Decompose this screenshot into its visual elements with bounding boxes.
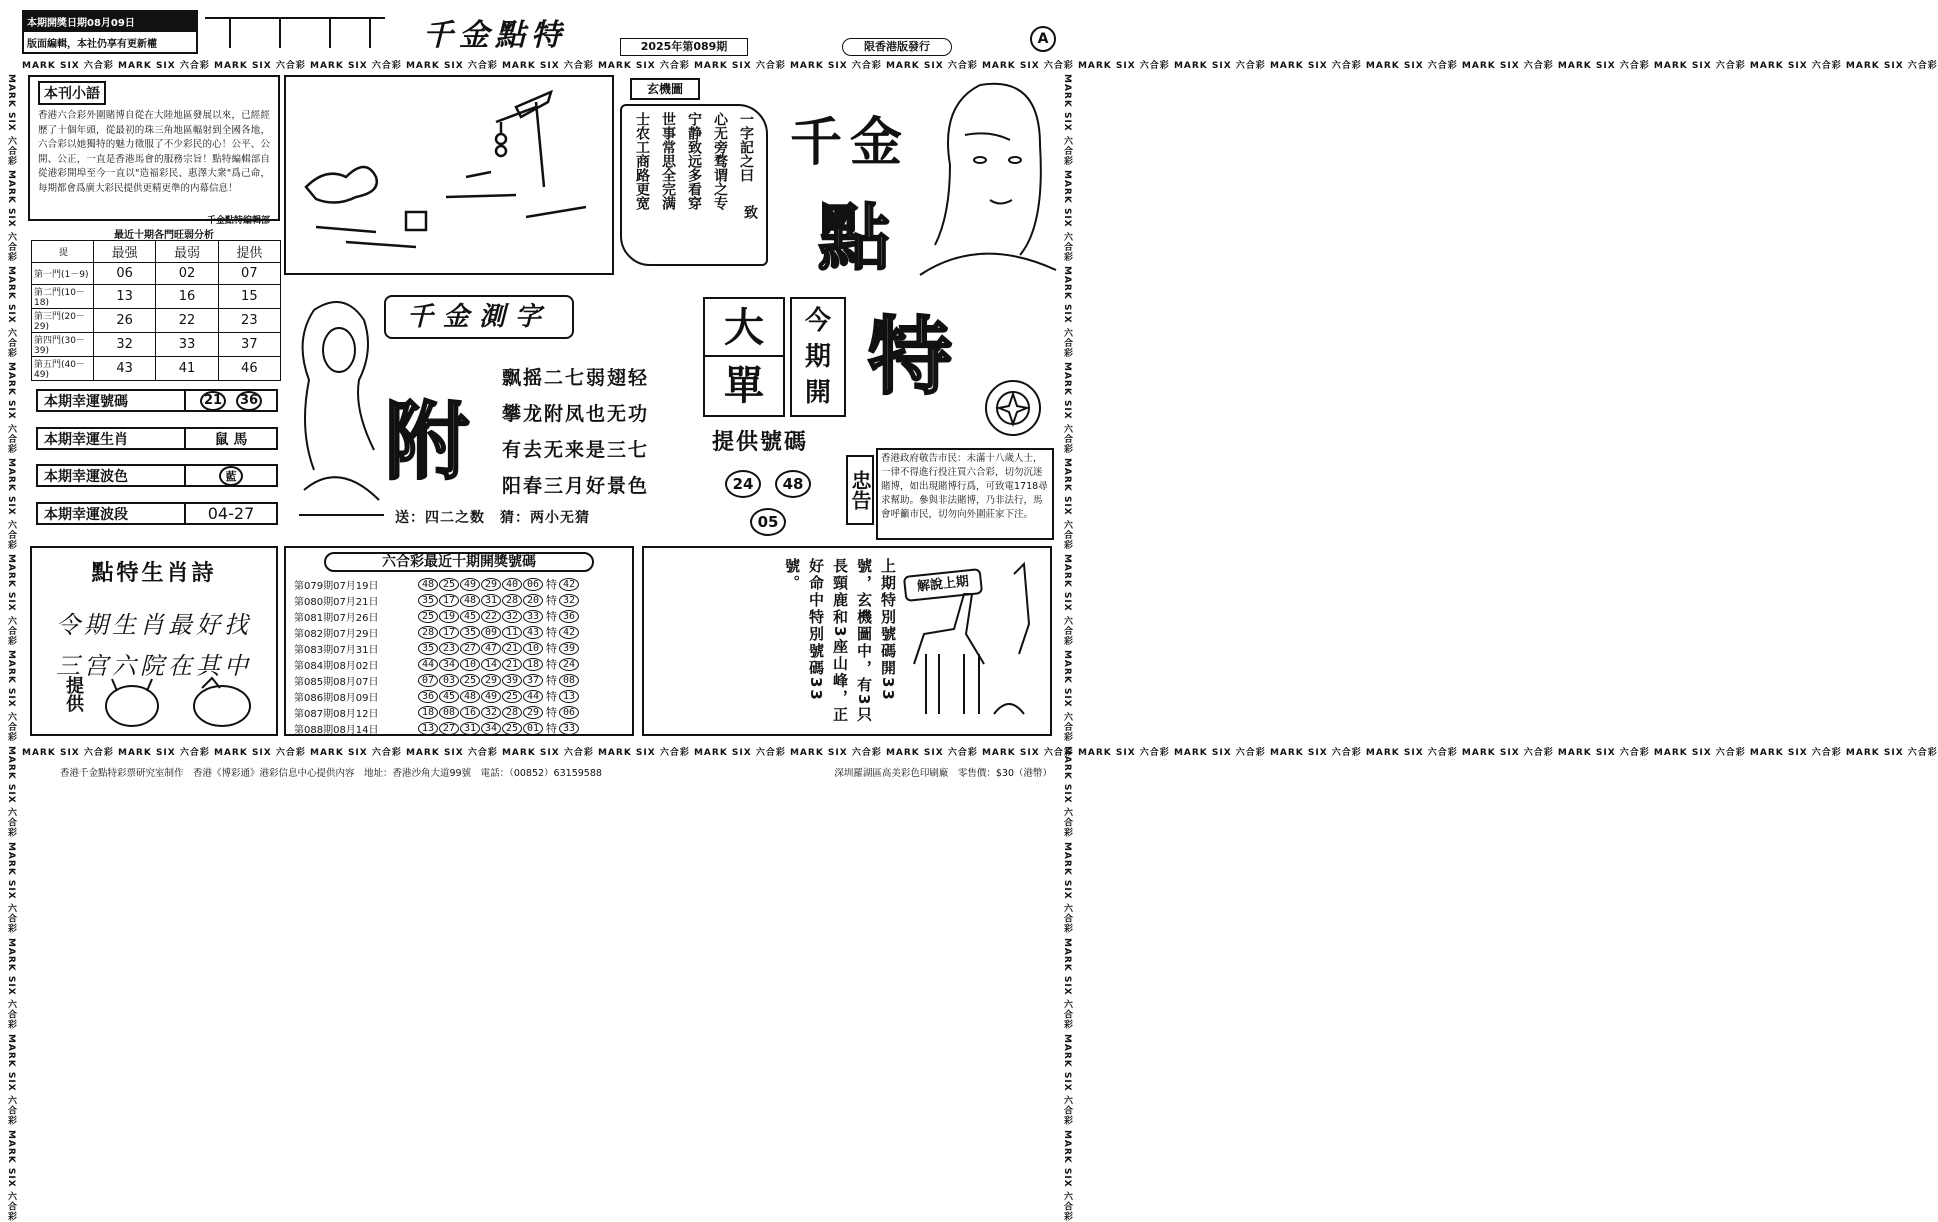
clue-poem-line: 世事常思全完满 <box>660 112 676 210</box>
history-ball: 01 <box>523 722 543 735</box>
stats-cell: 22 <box>156 309 218 333</box>
editorial-heading: 本刊小語 <box>38 81 106 105</box>
review-illustration <box>894 554 1034 734</box>
stats-cell: 43 <box>94 357 156 381</box>
lucky-zodiac-label: 本期幸運生肖 <box>38 429 186 448</box>
history-row <box>294 656 624 672</box>
stats-row <box>32 285 281 309</box>
history-ball: 25 <box>439 578 459 591</box>
history-ball: 35 <box>418 594 438 607</box>
review-banner: 解說上期 <box>903 568 983 602</box>
history-ball: 03 <box>439 674 459 687</box>
header-notice <box>22 10 198 54</box>
stats-table <box>31 240 281 384</box>
history-row <box>294 624 624 640</box>
history-ball: 29 <box>481 674 501 687</box>
history-ball: 19 <box>439 610 459 623</box>
history-row-label: 第083期07月31日 <box>294 644 379 656</box>
lucky-wave-row <box>36 464 278 487</box>
history-row <box>294 576 624 592</box>
tips-period-char: 今 <box>804 306 831 336</box>
history-ball: 10 <box>460 658 480 671</box>
history-ball: 06 <box>523 578 543 591</box>
riddle-line: 有去无来是三七 <box>502 439 650 461</box>
tips-big-box <box>703 297 785 417</box>
stats-cell: 23 <box>218 309 280 333</box>
history-special-ball: 42 <box>559 626 579 639</box>
history-ball: 25 <box>460 674 480 687</box>
history-special-ball: 32 <box>559 594 579 607</box>
footer-left: 香港千金點特彩票研究室制作 香港《博彩通》港彩信息中心提供内容 地址：香港沙角大道99號 電話：（00852）63159588 <box>60 768 602 779</box>
history-row-label: 第080期07月21日 <box>294 596 379 608</box>
riddle-footer: 送：四二之数 猜：两小无猜 <box>395 510 590 526</box>
history-row-label: 第082期07月29日 <box>294 628 379 640</box>
tips-number-ball: 05 <box>750 508 786 536</box>
history-ball: 34 <box>439 658 459 671</box>
lucky-number-ball: 36 <box>236 391 262 411</box>
history-row <box>294 640 624 656</box>
editorial-signature: ——千金點特編輯部 <box>188 216 270 226</box>
history-row <box>294 592 624 608</box>
history-ball: 25 <box>502 722 522 735</box>
tips-period-box <box>790 297 846 417</box>
stats-row <box>32 357 281 381</box>
stats-cell: 32 <box>94 333 156 357</box>
history-row-label: 第088期08月14日 <box>294 724 379 736</box>
clue-poem-line: 一字記之曰 <box>738 112 754 182</box>
history-ball: 35 <box>460 626 480 639</box>
history-ball: 47 <box>481 642 501 655</box>
history-row <box>294 608 624 624</box>
tips-big-char: 單 <box>724 363 764 409</box>
history-ball: 39 <box>502 674 522 687</box>
border-strip-top: MARK SIX 六合彩 MARK SIX 六合彩 MARK SIX 六合彩 MARK SIX 六合彩 MARK SIX 六合彩 MARK SIX 六合彩 MARK SIX 六合彩 MARK SIX 六合彩 MARK SIX 六合彩 MARK SIX 六合彩 MARK SIX 六合彩 MARK SIX 六合彩 MARK SIX 六合彩 MARK SIX 六合彩 MARK SIX 六合彩 MARK SIX 六合彩 MARK SIX 六合彩 MARK SIX 六合彩 MARK SIX 六合彩 MARK SIX 六合彩 <box>22 61 1938 71</box>
stats-header-offer: 提供 <box>218 241 280 263</box>
stats-header-weak: 最弱 <box>156 241 218 263</box>
border-strip-left: MARK SIX 六合彩 MARK SIX 六合彩 MARK SIX 六合彩 MARK SIX 六合彩 MARK SIX 六合彩 MARK SIX 六合彩 MARK SIX 六合彩 MARK SIX 六合彩 MARK SIX 六合彩 MARK SIX 六合彩 MARK SIX 六合彩 MARK SIX 六合彩 <box>6 74 16 1222</box>
history-te-label: 特 <box>546 722 557 735</box>
history-ball: 33 <box>523 610 543 623</box>
history-te-label: 特 <box>546 706 557 719</box>
lucky-wave-ball: 藍 <box>219 466 243 486</box>
history-title: 六合彩最近十期開獎號碼 <box>324 552 594 572</box>
distribution-label: 限香港版發行 <box>842 38 952 56</box>
history-ball: 21 <box>502 658 522 671</box>
stats-title: 最近十期各門旺弱分析 <box>114 230 214 241</box>
history-ball: 09 <box>481 626 501 639</box>
history-ball: 25 <box>418 610 438 623</box>
history-special-ball: 42 <box>559 578 579 591</box>
history-row <box>294 704 624 720</box>
stats-cell: 16 <box>156 285 218 309</box>
zodiac-poem-box <box>30 546 278 736</box>
stats-cell: 06 <box>94 263 156 285</box>
stats-cell: 02 <box>156 263 218 285</box>
zodiac-animals-illustration <box>92 676 272 732</box>
review-text-column: 上期特別號碼開33號，玄機圖中，有3只長頸鹿和3座山峰，正好命中特別號碼33號。 <box>783 558 897 724</box>
history-ball: 13 <box>418 722 438 735</box>
history-te-label: 特 <box>546 642 557 655</box>
tips-period-char: 期 <box>804 342 831 372</box>
tips-number-ball: 24 <box>725 470 761 498</box>
zodiac-poem-line: 三宫六院在其中 <box>56 652 252 680</box>
hk-emblem <box>985 380 1041 436</box>
history-ball: 17 <box>439 626 459 639</box>
riddle-line: 攀龙附凤也无功 <box>502 403 650 425</box>
tips-big-char: 大 <box>705 299 783 357</box>
riddle-line: 阳春三月好景色 <box>502 475 650 497</box>
lucky-numbers-label: 本期幸運號碼 <box>38 391 186 410</box>
history-ball: 32 <box>481 706 501 719</box>
history-ball: 35 <box>418 642 438 655</box>
lucky-range-value: 04-27 <box>207 504 255 523</box>
history-ball: 21 <box>502 642 522 655</box>
history-ball: 23 <box>439 642 459 655</box>
history-row-label: 第079期07月19日 <box>294 580 379 592</box>
history-te-label: 特 <box>546 658 557 671</box>
lucky-range-row <box>36 502 278 525</box>
lucky-numbers-row <box>36 389 278 412</box>
stats-row-label: 第三門(20－29) <box>32 309 94 333</box>
warning-tag: 忠告 <box>846 455 874 525</box>
stats-cell: 13 <box>94 285 156 309</box>
stats-header-strong: 最强 <box>94 241 156 263</box>
riddle-big-char: 附 <box>385 392 470 491</box>
history-ball: 18 <box>418 706 438 719</box>
zodiac-poem-line: 令期生肖最好找 <box>56 611 252 639</box>
history-ball: 44 <box>523 690 543 703</box>
history-row <box>294 672 624 688</box>
history-row-label: 第086期08月09日 <box>294 692 379 704</box>
lucky-zodiac-row <box>36 427 278 450</box>
history-ball: 27 <box>460 642 480 655</box>
history-ball: 29 <box>481 578 501 591</box>
border-strip-right: MARK SIX 六合彩 MARK SIX 六合彩 MARK SIX 六合彩 MARK SIX 六合彩 MARK SIX 六合彩 MARK SIX 六合彩 MARK SIX 六合彩 MARK SIX 六合彩 MARK SIX 六合彩 MARK SIX 六合彩 MARK SIX 六合彩 MARK SIX 六合彩 <box>1062 74 1072 1222</box>
history-ball: 34 <box>481 722 501 735</box>
brand-char: 千 <box>790 112 843 173</box>
history-ball: 32 <box>502 610 522 623</box>
history-ball: 48 <box>460 594 480 607</box>
history-special-ball: 36 <box>559 610 579 623</box>
history-ball: 16 <box>460 706 480 719</box>
history-special-ball: 08 <box>559 674 579 687</box>
stats-cell: 26 <box>94 309 156 333</box>
history-ball: 11 <box>502 626 522 639</box>
edition-notice: 版面編輯，本社仍享有更新權 <box>27 39 157 50</box>
history-ball: 44 <box>418 658 438 671</box>
history-ball: 31 <box>481 594 501 607</box>
stats-cell: 41 <box>156 357 218 381</box>
history-te-label: 特 <box>546 626 557 639</box>
footer-right: 深圳羅湖區高美彩色印刷廠 零售價：$30（港幣） <box>834 768 1052 779</box>
border-strip-bottom: MARK SIX 六合彩 MARK SIX 六合彩 MARK SIX 六合彩 MARK SIX 六合彩 MARK SIX 六合彩 MARK SIX 六合彩 MARK SIX 六合彩 MARK SIX 六合彩 MARK SIX 六合彩 MARK SIX 六合彩 MARK SIX 六合彩 MARK SIX 六合彩 MARK SIX 六合彩 MARK SIX 六合彩 MARK SIX 六合彩 MARK SIX 六合彩 MARK SIX 六合彩 MARK SIX 六合彩 MARK SIX 六合彩 MARK SIX 六合彩 <box>22 748 1938 758</box>
history-special-ball: 13 <box>559 690 579 703</box>
history-ball: 48 <box>418 578 438 591</box>
clue-tag: 玄機圖 <box>630 78 700 100</box>
tips-offer-label: 提供號碼 <box>712 430 809 455</box>
history-row-label: 第087期08月12日 <box>294 708 379 720</box>
riddle-line: 飘摇二七弱翅轻 <box>502 367 650 389</box>
zodiac-poem-title: 點特生肖詩 <box>91 561 217 586</box>
stats-header-corner: 提 <box>32 241 94 263</box>
history-ball: 28 <box>418 626 438 639</box>
history-te-label: 特 <box>546 578 557 591</box>
review-box <box>642 546 1052 736</box>
stats-row-label: 第四門(30－39) <box>32 333 94 357</box>
stats-row <box>32 263 281 285</box>
history-rows <box>294 576 624 736</box>
stats-row-label: 第一門(1－9) <box>32 263 94 285</box>
history-ball: 22 <box>481 610 501 623</box>
brand-char: 點 <box>818 195 891 280</box>
history-ball: 18 <box>523 658 543 671</box>
history-te-label: 特 <box>546 610 557 623</box>
history-ball: 40 <box>502 578 522 591</box>
history-ball: 14 <box>481 658 501 671</box>
clue-scroll <box>620 104 768 266</box>
header-frieze <box>200 10 390 50</box>
editorial-body: 香港六合彩外圍賭博自從在大陸地區發展以來，已經經歷了十個年頭，從最初的珠三角地區輻射到全國各地，六合彩以她獨特的魅力徵服了不少彩民的心！公平、公開、公正，一直是香港馬會的服務宗旨！點特編輯部自從港彩開埠至今一直以"造福彩民、惠澤大衆"爲己命，每期都會爲廣大彩民提供更精更準的内幕信息！ <box>38 110 270 194</box>
history-special-ball: 33 <box>559 722 579 735</box>
stats-cell: 33 <box>156 333 218 357</box>
history-ball: 36 <box>418 690 438 703</box>
history-ball: 43 <box>523 626 543 639</box>
draw-date-notice: 本期開獎日期08月09日 <box>24 12 196 32</box>
clue-picture-illustration <box>286 77 612 273</box>
history-special-ball: 06 <box>559 706 579 719</box>
zodiac-poem-offer: 提供 <box>63 676 84 712</box>
history-box <box>284 546 634 736</box>
history-te-label: 特 <box>546 690 557 703</box>
tips-number-ball: 48 <box>775 470 811 498</box>
history-ball: 27 <box>439 722 459 735</box>
clue-poem-line: 宁静致远多看穿 <box>686 112 702 210</box>
history-ball: 49 <box>460 578 480 591</box>
history-ball: 37 <box>523 674 543 687</box>
history-te-label: 特 <box>546 674 557 687</box>
stats-cell: 07 <box>218 263 280 285</box>
history-ball: 45 <box>439 690 459 703</box>
lucky-number-ball: 21 <box>200 391 226 411</box>
edition-badge: A <box>1030 26 1056 52</box>
history-ball: 17 <box>439 594 459 607</box>
clue-poem-line: 心无旁骛谓之专 <box>712 112 728 210</box>
issue-number: 2025年第089期 <box>620 38 748 56</box>
history-ball: 45 <box>460 610 480 623</box>
riddle-heading: 千金測字 <box>384 295 574 339</box>
history-ball: 25 <box>502 690 522 703</box>
history-row <box>294 720 624 736</box>
tips-te-char: 特 <box>868 307 953 406</box>
history-special-ball: 24 <box>559 658 579 671</box>
history-row <box>294 688 624 704</box>
editorial-box <box>28 75 280 226</box>
history-ball: 49 <box>481 690 501 703</box>
history-row-label: 第081期07月26日 <box>294 612 379 624</box>
history-ball: 48 <box>460 690 480 703</box>
clue-poem-tail: 致 <box>742 205 758 219</box>
stats-row <box>32 333 281 357</box>
lucky-zodiac-value: 鼠 馬 <box>214 431 248 448</box>
history-ball: 28 <box>502 594 522 607</box>
warning-text: 香港政府敬告市民：未滿十八歲人士，一律不得進行投注買六合彩，切勿沉迷賭博，如出現賭博行爲，可致電1718尋求幫助。參與非法賭博，乃非法行，馬會呼籲市民，切勿向外圍莊家下注。 <box>876 448 1054 540</box>
history-ball: 08 <box>439 706 459 719</box>
history-te-label: 特 <box>546 594 557 607</box>
riddle-portrait <box>284 290 394 530</box>
stats-cell: 46 <box>218 357 280 381</box>
stats-cell: 37 <box>218 333 280 357</box>
history-ball: 07 <box>418 674 438 687</box>
tips-period-char: 開 <box>804 378 831 408</box>
stats-cell: 15 <box>218 285 280 309</box>
lucky-range-label: 本期幸運波段 <box>38 504 186 523</box>
history-special-ball: 39 <box>559 642 579 655</box>
stats-row-label: 第二門(10－18) <box>32 285 94 309</box>
masthead-title: 千金點特 <box>423 18 567 53</box>
stats-header-row <box>32 241 281 263</box>
history-ball: 31 <box>460 722 480 735</box>
history-ball: 10 <box>523 642 543 655</box>
history-ball: 28 <box>502 706 522 719</box>
clue-picture-panel <box>284 75 614 275</box>
portrait-illustration <box>920 75 1056 285</box>
history-ball: 29 <box>523 706 543 719</box>
riddle-lines <box>502 360 672 504</box>
lucky-wave-label: 本期幸運波色 <box>38 466 186 485</box>
history-ball: 20 <box>523 594 543 607</box>
stats-row-label: 第五門(40－49) <box>32 357 94 381</box>
clue-poem-line: 士农工商路更宽 <box>634 112 650 210</box>
history-row-label: 第085期08月07日 <box>294 676 379 688</box>
history-row-label: 第084期08月02日 <box>294 660 379 672</box>
brand-char: 金 <box>850 112 903 173</box>
stats-row <box>32 309 281 333</box>
